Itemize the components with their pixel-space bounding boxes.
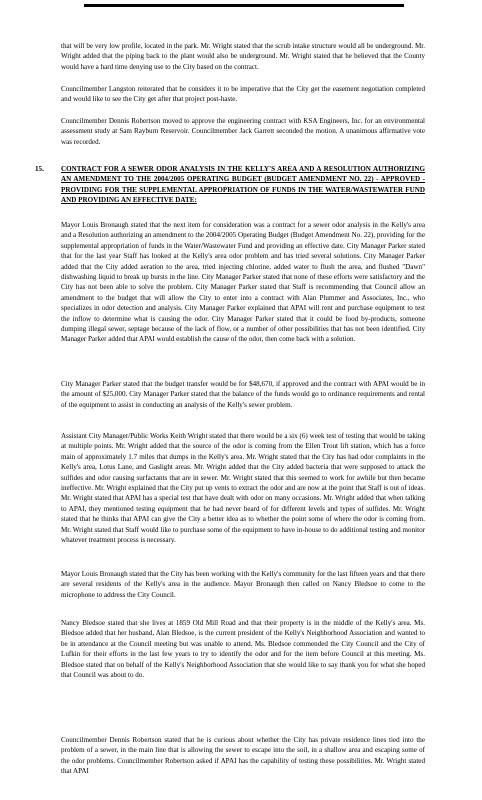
- section-heading: CONTRACT FOR A SEWER ODOR ANALYSIS IN THE KELLY'S AREA AND A RESOLUTION AUTHORIZING AN AMENDMENT TO THE 2004/2005 OPERATING BUDGET (BUDGET AMENDMENT NO. 22) - APPROVED - PROVIDING FOR THE SUPPLEMENTAL APPROPRIATION OF FUNDS IN THE WATER/WASTEWATER FUND AND PROVIDING AN EFFECTIVE DATE:: [61, 165, 425, 205]
- paragraph-bledsoe: Nancy Bledsoe stated that she lives at 1859 Old Mill Road and that their property is in the middle of the Kelly's area. Ms. Bledsoe added that her husband, Alan Bledsoe, is the current president of the Kelly's Neighborhood Association and wanted to be in attendance at the Council meeting but was unable to attend. Ms. Bledsoe commended the City Council and the City of Lufkin for their efforts in the last few years to try to identify the odor and for the item before Council at this meeting. Ms. Bledsoe stated that on behalf of the Kelly's Neighborhood Association that she would like to say thank you for what she hoped that Council was about to do.: [61, 619, 425, 680]
- section-number: 15.: [35, 165, 44, 173]
- paragraph-budget-transfer: City Manager Parker stated that the budget transfer would be for $48,670, if approved and the contract with APAI would be in the amount of $25,000. City Manager Parker stated that the balance of the funds would go to ordinance requirements and rental of the equipment to assist in conducting an analysis of the Kelly's sewer problem.: [61, 380, 425, 409]
- paragraph-intro: that will be very low profile, located in the park. Mr. Wright stated that the scrub intake structure would all be underground. Mr. Wright added that the piping back to the plant would also be underground. Mr. Wright stated that he believed that the County would have a hard time denying use to the City based on the contract.: [61, 42, 425, 71]
- paragraph-mayor-bledsoe: Mayor Louis Bronaugh stated that the City has been working with the Kelly's community for the last fifteen years and that there are several residents of the Kelly's area in the audience. Mayor Bronaugh then called on Nancy Bledsoe to come to the microphone to address the City Council.: [61, 570, 425, 599]
- top-rule: [84, 4, 404, 7]
- paragraph-mayor-intro: Mayor Louis Bronaugh stated that the next item for consideration was a contract for a sewer odor analysis in the Kelly's area and a Resolution authorizing an amendment to the 2004/2005 Operating Budget (Budget Amendment No. 22), providing for the supplemental appropriation of funds in the Water/Wastewater Fund and providing an effective date. City Manager Parker stated that for the last year Staff has looked at the Kelly's area odor problem and has tried several solutions. City Manager Parker added that the City added aeration to the area, tried injecting chlorine, added water to flush the area, and flushed "Dawn" dishwashing liquid to break up bursts in the line. City Manager Parker stated that none of these efforts were satisfactory and the City has not been able to solve the problem. City Manager Parker stated that Staff is recommending that Council allow an amendment to the budget that will allow the City to enter into a contract with Alan Plummer and Associates, Inc., who specializes in odor detection and analysis. City Manager Parker explained that APAI will rent and purchase equipment to test the inflow to determine what is causing the odor. City Manager Parker stated that it could be food by-products, someone dumping illegal sewer, septage because of the lack of flow, or a number of other possibilities that has not been identified. City Manager Parker added that APAI would establish the cause of the odor, then come back with a solution.: [61, 221, 425, 344]
- paragraph-wright: Assistant City Manager/Public Works Keith Wright stated that there would be a six (6) week test of testing that would be taking at multiple points. Mr. Wright added that the source of the odor is coming from the Ellen Trout lift station, which has a force main of approximately 1.7 miles that dumps in the Kelly's area. Mr. Wright stated that the City has had odor complaints in the Kelly's area, Lotus Lane, and Gaslight areas. Mr. Wright added that the City added bacteria that were supposed to attack the sulfides and odor causing surfactants that are in sewer. Mr. Wright stated that this seemed to work for awhile but then became ineffective. Mr. Wright explained that the City put up vents to extract the odor and are now at the point that Staff is out of ideas. Mr. Wright stated that APAI has a special test that have dealt with odor on many occasions. Mr. Wright added that when talking to APAI, they mentioned testing equipment that he had never heard of for different levels and types of sulfides. Mr. Wright stated that he thinks that APAI can give the City a better idea as to whether the point some of where the odor is coming from. Mr. Wright stated that Staff would like to purchase some of the equipment to have in-house to do additional testing and monitor whatever treatment process is necessary.: [61, 432, 425, 545]
- paragraph-robertson: Councilmember Dennis Robertson stated that he is curious about whether the City has private residence lines tied into the problem of a sewer, in the main line that is allowing the sewer to escape into the soil, in a shallow area and escaping some of the odor problems. Councilmember Robertson asked if APAI has the capability of testing these possibilities. Mr. Wright stated that APAI: [61, 736, 425, 776]
- paragraph-motion: Councilmember Dennis Robertson moved to approve the engineering contract with KSA Engineers, Inc. for an environmental assessment study at Sam Rayburn Reservoir. Councilmember Jack Garrett seconded the motion. A unanimous affirmative vote was recorded.: [61, 117, 425, 146]
- paragraph-langston: Councilmember Langston reiterated that he considers it to be imperative that the City get the easement negotiation completed and would like to see the City get after that project post-haste.: [61, 85, 425, 104]
